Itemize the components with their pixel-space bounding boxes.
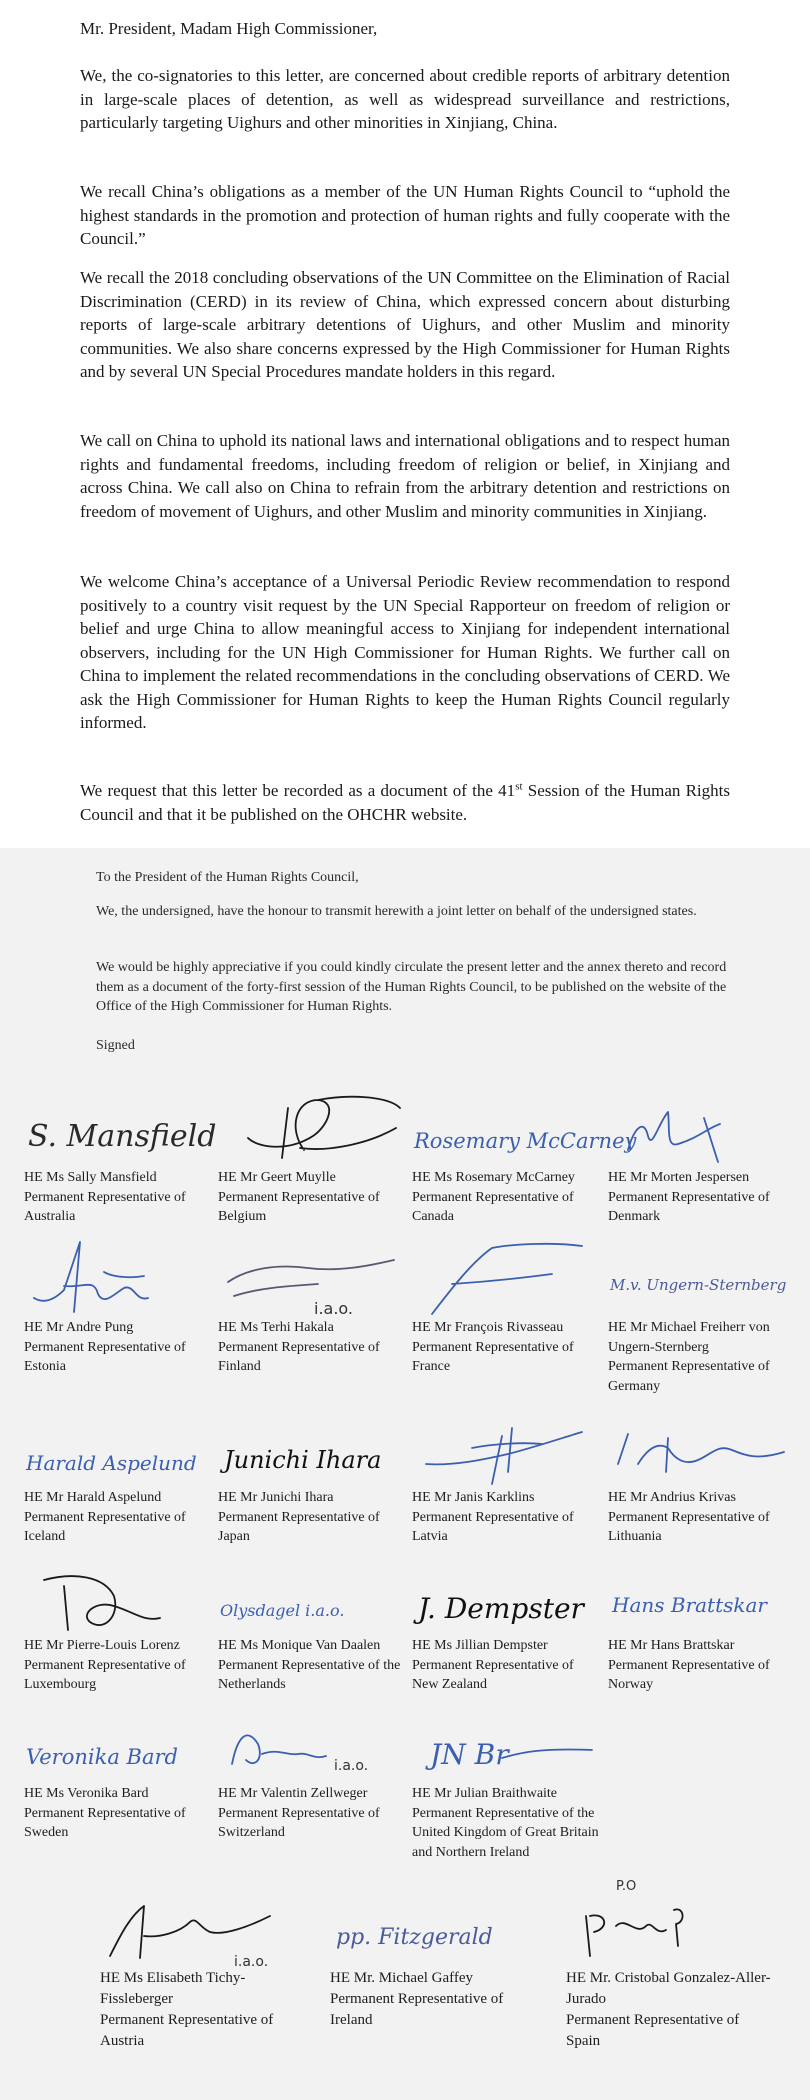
letter-paragraph-2: We recall China’s obligations as a member of the UN Human Rights Council to “uphold the highest standards in the promotion and protection of human rights and fully cooperate with the Council.”: [80, 182, 730, 248]
signatory-title: Permanent Representative of Latvia: [412, 1509, 574, 1544]
signatory-luxembourg: [24, 1556, 214, 1695]
signatory-title: Permanent Representative of Spain: [566, 2012, 740, 2049]
annex-paragraph-1: We, the undersigned, have the honour to transmit herewith a joint letter on behalf of the undersigned states.: [96, 904, 697, 919]
signature-ireland-text: pp. Fitzgerald: [336, 1925, 493, 1950]
signature-japan-text: Junichi Ihara: [224, 1446, 382, 1474]
signatory-name: HE Mr. Cristobal Gonzalez-Aller-Jurado: [566, 1970, 771, 2007]
signatory-title: Permanent Representative of the United Kingdom of Great Britain and Northern Ireland: [412, 1805, 599, 1860]
signature-page: [0, 848, 810, 2100]
signatory-france: [412, 1238, 602, 1377]
signatory-title: Permanent Representative of the Netherlands: [218, 1657, 401, 1692]
signatory-title: Permanent Representative of Germany: [608, 1359, 770, 1394]
signature-sweden-text: Veronika Bard: [26, 1745, 178, 1769]
letter-paragraph-final: [80, 779, 730, 826]
signatory-japan: [218, 1408, 408, 1547]
letter-paragraph-5: We welcome China’s acceptance of a Universal Periodic Review recommendation to respond positively to a country visit request by the UN Special Rapporteur on freedom of religion or belief and urge China to allow meaningful access to Xinjiang for independent international observers, including for the UN High Commissioner for Human Rights. We further call on China to implement the related recommendations in the concluding observations of CERD. We ask the High Commissioner for Human Rights to keep the Human Rights Council regularly informed.: [80, 572, 730, 732]
signatory-name: HE Ms Rosemary McCarney: [412, 1170, 575, 1185]
signature-ireland: [330, 1876, 540, 1968]
signatory-title: Permanent Representative of Canada: [412, 1189, 574, 1224]
signatory-name: HE Mr Junichi Ihara: [218, 1490, 334, 1505]
signature-latvia: [412, 1408, 602, 1488]
signatory-belgium: [218, 1088, 408, 1227]
signatory-title: Permanent Representative of Lithuania: [608, 1509, 770, 1544]
signature-australia: [24, 1088, 217, 1168]
signatory-name: HE Ms Jillian Dempster: [412, 1638, 548, 1653]
signature-switzerland-text: i.a.o.: [334, 1758, 369, 1774]
signatory-spain: [566, 1876, 776, 2052]
signatory-name: HE Mr Morten Jespersen: [608, 1170, 750, 1185]
signatory-name: HE Mr Janis Karklins: [412, 1490, 535, 1505]
signatory-netherlands: [218, 1556, 408, 1695]
signatory-united-kingdom: [412, 1704, 602, 1862]
signatory-lithuania: [608, 1408, 798, 1547]
annex-paragraph-2: We would be highly appreciative if you could kindly circulate the present letter and the annex thereto and record them as a document of the forty-first session of the Human Rights Council, to be published on the website of the Office of the High Commissioner for Human Rights.: [96, 960, 727, 1014]
final-text-after: Session of the Human Rights Council and that it be published on the OHCHR website.: [80, 781, 730, 824]
signatory-name: HE Mr Hans Brattskar: [608, 1638, 735, 1653]
signatory-estonia: [24, 1238, 214, 1377]
signature-united-kingdom: [412, 1704, 602, 1784]
signatory-name: HE Mr François Rivasseau: [412, 1320, 564, 1335]
signature-spain: [566, 1876, 776, 1968]
signatory-title: Permanent Representative of Japan: [218, 1509, 380, 1544]
signatory-title: Permanent Representative of Norway: [608, 1657, 770, 1692]
signatory-name: HE Mr Pierre-Louis Lorenz: [24, 1638, 180, 1653]
signatory-germany: [608, 1238, 798, 1396]
signatory-name: HE Ms Elisabeth Tichy-Fissleberger: [100, 1970, 246, 2007]
signatory-iceland: [24, 1408, 214, 1547]
signatory-australia: [24, 1088, 217, 1227]
signature-netherlands-text: Olysdagel i.a.o.: [220, 1601, 345, 1620]
signatory-title: Permanent Representative of New Zealand: [412, 1657, 574, 1692]
signatory-title: Permanent Representative of Denmark: [608, 1189, 770, 1224]
signature-spain-text: P.O: [616, 1879, 637, 1894]
signature-france: [412, 1238, 602, 1318]
signatory-title: Permanent Representative of Austria: [100, 2012, 274, 2049]
signatory-name: HE Mr Andrius Krivas: [608, 1490, 736, 1505]
signature-germany-text: M.v. Ungern-Sternberg: [610, 1276, 787, 1294]
signatory-name: HE Mr Michael Freiherr von Ungern-Sternberg: [608, 1320, 770, 1355]
signatory-title: Permanent Representative of Sweden: [24, 1805, 186, 1840]
signature-netherlands: [218, 1556, 408, 1636]
signature-sweden: [24, 1704, 214, 1784]
signatory-title: Permanent Representative of Australia: [24, 1189, 186, 1224]
signature-canada: [412, 1088, 637, 1168]
signature-iceland: [24, 1408, 214, 1488]
letter-page: [0, 0, 810, 848]
signatory-austria: [100, 1876, 310, 2052]
signatory-finland: [218, 1238, 408, 1377]
annex-addressee: To the President of the Human Rights Council,: [96, 870, 359, 885]
signature-estonia: [24, 1238, 214, 1318]
signatory-latvia: [412, 1408, 602, 1547]
signature-norway: [608, 1556, 798, 1636]
signatory-name: HE Mr Andre Pung: [24, 1320, 134, 1335]
signatory-name: HE Ms Terhi Hakala: [218, 1320, 334, 1335]
signatory-name: HE Ms Sally Mansfield: [24, 1170, 157, 1185]
letter-salutation: Mr. President, Madam High Commissioner,: [80, 19, 378, 38]
signature-australia-text: S. Mansfield: [28, 1119, 217, 1154]
signature-new-zealand-text: J. Dempster: [418, 1592, 584, 1625]
final-superscript: st: [515, 780, 523, 793]
signatory-denmark: [608, 1088, 798, 1227]
signature-luxembourg: [24, 1556, 214, 1636]
signature-belgium: [218, 1088, 408, 1168]
signatory-name: HE Mr Julian Braithwaite: [412, 1786, 558, 1801]
signature-austria: [100, 1876, 310, 1968]
signatory-new-zealand: [412, 1556, 602, 1695]
signature-germany: [608, 1238, 798, 1318]
signatory-title: Permanent Representative of France: [412, 1339, 574, 1374]
signature-iceland-text: Harald Aspelund: [26, 1451, 197, 1475]
signatory-name: HE Ms Monique Van Daalen: [218, 1638, 381, 1653]
signatory-name: HE Mr Geert Muylle: [218, 1170, 336, 1185]
letter-paragraph-4: We call on China to uphold its national laws and international obligations and to respect human rights and fundamental freedoms, including freedom of religion or belief, in Xinjiang and across China. We call also on China to refrain from the arbitrary detention and restrictions on freedom of movement of Uighurs, and other Muslim and minority communities in Xinjiang.: [80, 431, 730, 521]
signatory-title: Permanent Representative of Ireland: [330, 1991, 504, 2028]
signatory-title: Permanent Representative of Switzerland: [218, 1805, 380, 1840]
signatory-switzerland: [218, 1704, 408, 1843]
signatory-ireland: [330, 1876, 540, 2031]
signature-lithuania: [608, 1408, 798, 1488]
signatory-name: HE Mr Harald Aspelund: [24, 1490, 162, 1505]
signatory-name: HE Mr Valentin Zellweger: [218, 1786, 368, 1801]
signature-new-zealand: [412, 1556, 602, 1636]
annex-signed-label: Signed: [96, 1038, 135, 1053]
final-text-before: We request that this letter be recorded as a document of the 41: [80, 781, 516, 800]
signatory-norway: [608, 1556, 798, 1695]
signatory-title: Permanent Representative of Luxembourg: [24, 1657, 186, 1692]
signatory-sweden: [24, 1704, 214, 1843]
signature-denmark: [608, 1088, 798, 1168]
signature-canada-text: Rosemary McCarney: [414, 1129, 637, 1153]
letter-paragraph-1: We, the co-signatories to this letter, are concerned about credible reports of arbitrary detention in large-scale places of detention, as well as widespread surveillance and restrictions, particularly targeting Uighurs and other minorities in Xinjiang, China.: [80, 66, 730, 132]
signatory-title: Permanent Representative of Belgium: [218, 1189, 380, 1224]
signatory-canada: [412, 1088, 637, 1227]
signature-austria-text: i.a.o.: [234, 1954, 269, 1970]
signature-norway-text: Hans Brattskar: [612, 1593, 767, 1617]
signatory-title: Permanent Representative of Iceland: [24, 1509, 186, 1544]
signature-finland: [218, 1238, 408, 1318]
signatory-title: Permanent Representative of Finland: [218, 1339, 380, 1374]
signature-united-kingdom-text: JN Br: [430, 1738, 509, 1771]
signature-japan: [218, 1408, 408, 1488]
signatory-name: HE Ms Veronika Bard: [24, 1786, 149, 1801]
signature-switzerland: [218, 1704, 408, 1784]
signature-finland-text: i.a.o.: [314, 1299, 354, 1318]
letter-paragraph-3: We recall the 2018 concluding observations of the UN Committee on the Elimination of Racial Discrimination (CERD) in its review of China, which expressed concern about disturbing reports of large-scale arbitrary detentions of Uighurs, and other Muslim and minority communities. We also share concerns expressed by the High Commissioner for Human Rights and by several UN Special Procedures mandate holders in this regard.: [80, 268, 730, 381]
signatory-name: HE Mr. Michael Gaffey: [330, 1970, 474, 1986]
signatory-title: Permanent Representative of Estonia: [24, 1339, 186, 1374]
